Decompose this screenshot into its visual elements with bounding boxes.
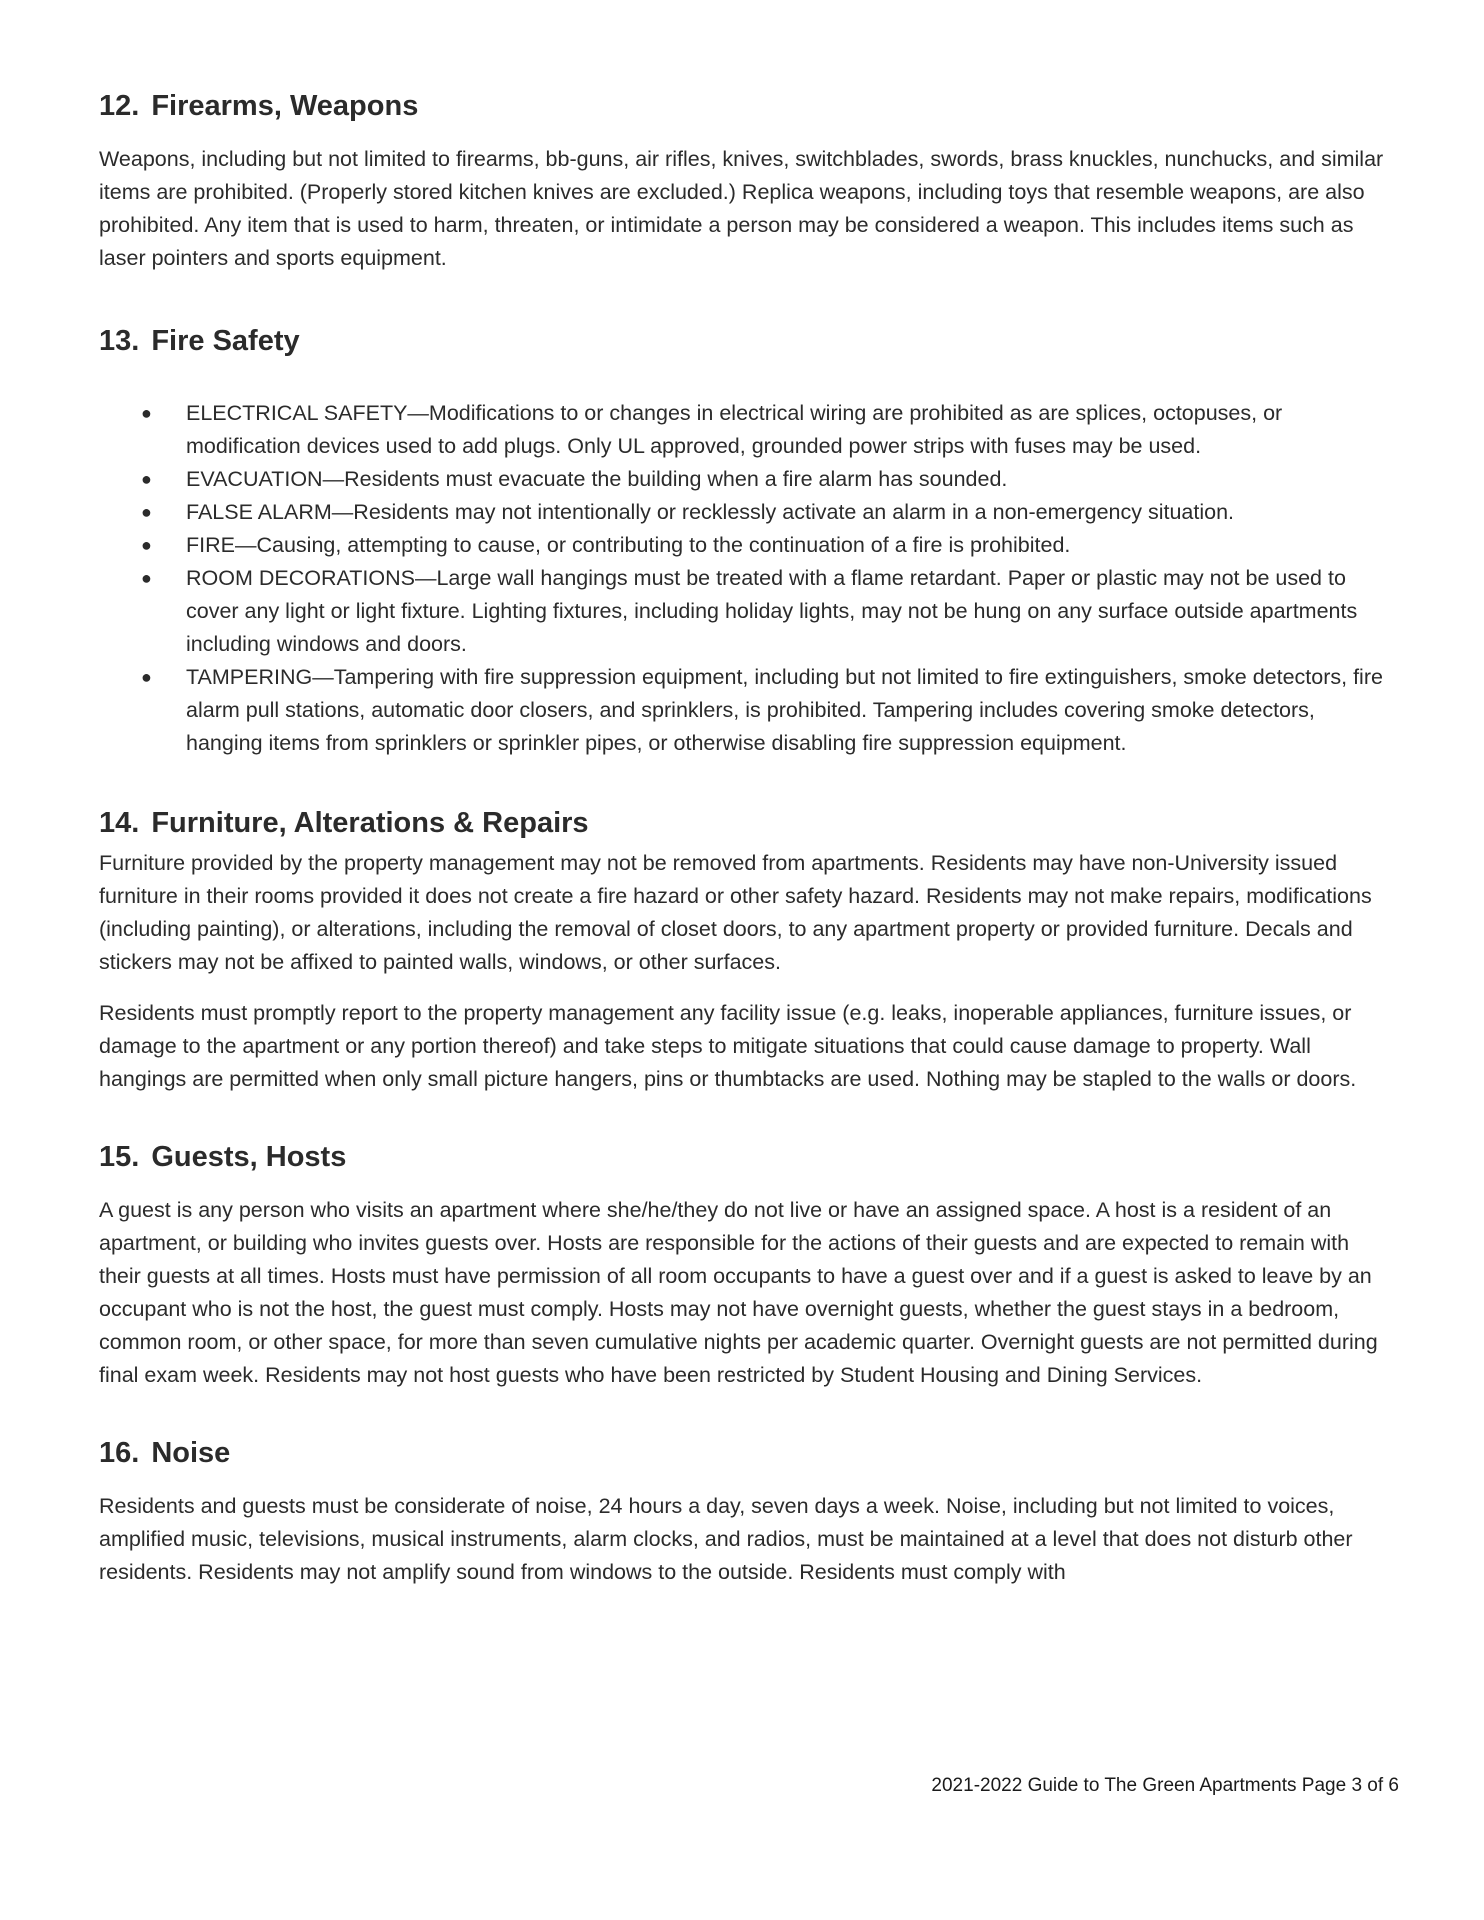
bullet-icon: ● [141,568,152,588]
section-heading [99,323,1389,359]
section-furniture-alterations-repairs [99,805,1389,1096]
section-heading [99,1435,1389,1471]
list-item [99,397,1389,463]
section-title: Firearms, Weapons [151,90,419,122]
list-item [99,529,1389,562]
list-item-text: TAMPERING—Tampering with fire suppression equipment, including but not limited to fire extinguishers, smoke detectors, fire alarm pull stations, automatic door closers, and sprinklers, is prohibited. Tampering includes covering smoke detectors, hanging items from sprinklers or sprinkler pipes, or otherwise disabling fire suppression equipment. [186,665,1383,755]
list-item [99,496,1389,529]
list-item-text: FALSE ALARM—Residents may not intentionally or recklessly activate an alarm in a non-emergency situation. [186,500,1235,524]
section-heading [99,1139,1389,1175]
paragraph: A guest is any person who visits an apartment where she/he/they do not live or have an assigned space. A host is a resident of an apartment, or building who invites guests over. Hosts are responsible for the actions of their guests and are expected to remain with their guests at all times. Hosts must have permission of all room occupants to have a guest over and if a guest is asked to leave by an occupant who is not the host, the guest must comply. Hosts may not have overnight guests, whether the guest stays in a bedroom, common room, or other space, for more than seven cumulative nights per academic quarter. Overnight guests are not permitted during final exam week. Residents may not host guests who have been restricted by Student Housing and Dining Services. [99,1198,1378,1387]
section-number: 15. [99,1141,140,1173]
list-item [99,463,1389,496]
fire-safety-list [99,397,1389,760]
paragraph: Weapons, including but not limited to firearms, bb-guns, air rifles, knives, switchblades, swords, brass knuckles, nunchucks, and similar items are prohibited. (Properly stored kitchen knives are excluded.) Replica weapons, including toys that resemble weapons, are also prohibited. Any item that is used to harm, threaten, or intimidate a person may be considered a weapon. This includes items such as laser pointers and sports equipment. [99,147,1384,270]
page-footer: 2021-2022 Guide to The Green Apartments Page 3 of 6 [931,1775,1399,1796]
section-number: 12. [99,90,140,122]
section-title: Fire Safety [151,325,300,357]
section-heading [99,88,1389,124]
paragraph: Residents must promptly report to the property management any facility issue (e.g. leaks, inoperable appliances, furniture issues, or damage to the apartment or any portion thereof) and take steps to mitigate situations that could cause damage to property. Wall hangings are permitted when only small picture hangers, pins or thumbtacks are used. Nothing may be stapled to the walls or doors. [99,1001,1357,1091]
section-number: 13. [99,325,140,357]
list-item [99,562,1389,661]
list-item [99,661,1389,760]
section-guests-hosts [99,1139,1389,1392]
list-item-text: ELECTRICAL SAFETY—Modifications to or changes in electrical wiring are prohibited as are splices, octopuses, or modification devices used to add plugs. Only UL approved, grounded power strips with fuses may be used. [186,401,1283,458]
bullet-icon: ● [141,535,152,555]
section-fire-safety [99,323,1389,760]
list-item-text: EVACUATION—Residents must evacuate the building when a fire alarm has sounded. [186,467,1008,491]
section-title: Noise [151,1437,231,1469]
section-noise [99,1435,1389,1589]
section-firearms-weapons [99,88,1389,275]
list-item-text: ROOM DECORATIONS—Large wall hangings must be treated with a flame retardant. Paper or plastic may not be used to cover any light or light fixture. Lighting fixtures, including holiday lights, may not be hung on any surface outside apartments including windows and doors. [186,566,1358,656]
section-number: 14. [99,807,140,839]
list-item-text: FIRE—Causing, attempting to cause, or contributing to the continuation of a fire is prohibited. [186,533,1071,557]
bullet-icon: ● [141,469,152,489]
document-page [99,88,1389,1589]
paragraph: Residents and guests must be considerate of noise, 24 hours a day, seven days a week. Noise, including but not limited to voices, amplified music, televisions, musical instruments, alarm clocks, and radios, must be maintained at a level that does not disturb other residents. Residents may not amplify sound from windows to the outside. Residents must comply with [99,1494,1353,1584]
section-title: Furniture, Alterations & Repairs [151,807,589,839]
paragraph: Furniture provided by the property management may not be removed from apartments. Residents may have non-University issued furniture in their rooms provided it does not create a fire hazard or other safety hazard. Residents may not make repairs, modifications (including painting), or alterations, including the removal of closet doors, to any apartment property or provided furniture. Decals and stickers may not be affixed to painted walls, windows, or other surfaces. [99,851,1372,974]
bullet-icon: ● [141,667,152,687]
section-title: Guests, Hosts [151,1141,347,1173]
bullet-icon: ● [141,403,152,423]
section-number: 16. [99,1437,140,1469]
bullet-icon: ● [141,502,152,522]
section-heading [99,805,1389,841]
